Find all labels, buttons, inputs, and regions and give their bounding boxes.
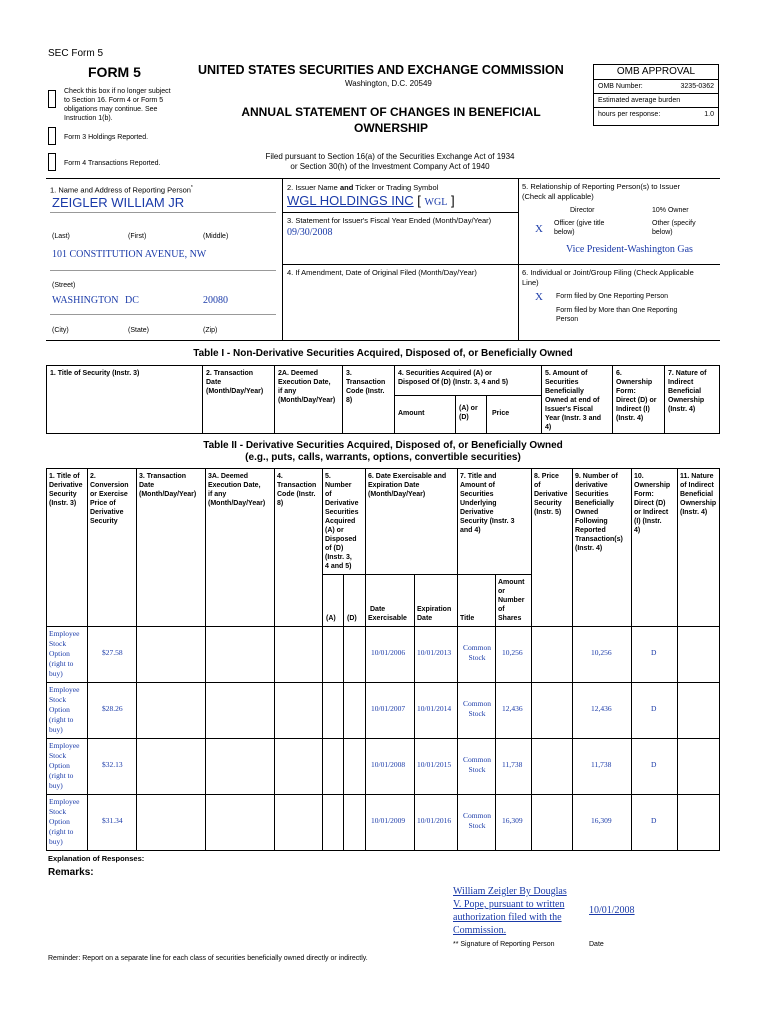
t1-h4-amount: Amount [398,410,425,417]
t2-sub-a: (A) [326,615,336,622]
box3-label: 3. Statement for Issuer's Fiscal Year Ended (Month/Day/Year) [287,216,492,225]
t1-h4-aod: (A) or (D) [459,405,478,421]
commission-address: Washington, D.C. 20549 [345,79,432,88]
last-label: (Last) [52,233,70,240]
t1-h2: 2. Transaction Date (Month/Day/Year) [206,370,264,395]
row-ownership-form: D [651,704,657,713]
t1-h2a: 2A. Deemed Execution Date, if any (Month/Day/Year) [278,370,336,404]
signature-label: ** Signature of Reporting Person [453,941,555,948]
t2-h7: 7. Title and Amount of Securities Underlying Derivative Security (Instr. 3 and 4) [460,473,515,534]
ticker-symbol: WGL [424,197,448,208]
row-expiration-date: 10/01/2016 [417,816,452,825]
t2-sub-d: (D) [347,615,357,622]
one-person-label: Form filed by One Reporting Person [556,293,669,300]
row-exercise-price: $32.13 [102,760,123,769]
row-underlying-shares: 10,256 [502,648,523,657]
city-label: (City) [52,327,69,334]
row-exercise-price: $28.26 [102,704,123,713]
row-underlying-title: Common Stock [463,811,491,830]
first-label: (First) [128,233,147,240]
t2-h8: 8. Price of Derivative Security (Instr. 5) [534,473,568,516]
omb-hours-value: 1.0 [704,111,714,118]
t2-h2: 2. Conversion or Exercise Price of Derivative Security [90,473,129,525]
row-owned-following: 16,309 [591,816,612,825]
row-date-exercisable: 10/01/2008 [371,760,406,769]
row-exercise-price: $27.58 [102,648,123,657]
reminder-text: Reminder: Report on a separate line for each class of securities beneficially owned directly or indirectly. [48,955,368,962]
issuer-link[interactable]: WGL HOLDINGS INC [287,193,414,208]
box1-label: 1. Name and Address of Reporting Person* [50,185,193,195]
street-value: 101 CONSTITUTION AVENUE, NW [52,249,207,260]
fiscal-year-end: 09/30/2008 [287,227,333,238]
more-persons-label: Form filed by More than One Reporting Person [556,307,678,323]
omb-number-value: 3235-0362 [680,83,714,90]
omb-hours-label: hours per response: [598,111,661,118]
t1-h5: 5. Amount of Securities Beneficially Owned at end of Issuer's Fiscal Year (Instr. 3 and 4) [545,370,602,431]
form4-label: Form 4 Transactions Reported. [64,160,161,167]
t2-h10: 10. Ownership Form: Direct (D) or Indirect (I) (Instr. 4) [634,473,671,534]
row-underlying-title: Common Stock [463,643,491,662]
row-underlying-shares: 16,309 [502,816,523,825]
middle-label: (Middle) [203,233,229,240]
t2-h11: 11. Nature of Indirect Beneficial Ownership (Instr. 4) [680,473,717,516]
t1-h6: 6. Ownership Form: Direct (D) or Indirect (I) (Instr. 4) [616,370,657,422]
row-owned-following: 11,738 [591,760,612,769]
ten-pct-owner-label: 10% Owner [652,207,689,214]
t2-h3a: 3A. Deemed Execution Date, if any (Month/Day/Year) [208,473,266,507]
officer-label: Officer (give title below) [554,220,605,236]
no-longer-subject-checkbox[interactable] [48,90,56,108]
filed-pursuant: Filed pursuant to Section 16(a) of the Securities Exchange Act of 1934 or Section 30(h) of the Investment Company Act of 1940 [265,152,515,171]
officer-title: Vice President-Washington Gas [566,244,693,255]
row-underlying-shares: 12,436 [502,704,523,713]
box5-label: 5. Relationship of Reporting Person(s) to Issuer (Check all applicable) [522,182,680,201]
t2-sub-amount: Amount or Number of Shares [498,579,525,622]
box2-label: 2. Issuer Name and Ticker or Trading Symbol [287,183,439,192]
row-security-title: Employee Stock Option (right to buy) [49,685,80,734]
issuer-name: WGL HOLDINGS INC [ WGL ] [287,193,455,208]
omb-burden-label: Estimated average burden [594,94,718,108]
form3-label: Form 3 Holdings Reported. [64,134,149,141]
state-label: (State) [128,327,150,334]
t2-h6: 6. Date Exercisable and Expiration Date (Month/Day/Year) [368,473,447,498]
t2-sub-title: Title [460,615,475,622]
t1-h4-price: Price [492,410,510,417]
t1-h4: 4. Securities Acquired (A) or Disposed Of (D) (Instr. 3, 4 and 5) [398,370,509,386]
row-date-exercisable: 10/01/2006 [371,648,406,657]
row-expiration-date: 10/01/2014 [417,704,452,713]
t2-sub-expiration: Expiration Date [417,606,452,622]
commission-title: UNITED STATES SECURITIES AND EXCHANGE COMMISSION [198,63,564,77]
row-date-exercisable: 10/01/2009 [371,816,406,825]
omb-title: OMB APPROVAL [594,65,718,80]
signature-date: 10/01/2008 [589,905,635,916]
t2-h5: 5. Number of Derivative Securities Acquired (A) or Disposed of (D) (Instr. 3, 4 and 5) [325,473,359,570]
row-expiration-date: 10/01/2013 [417,648,452,657]
director-label: Director [570,207,595,214]
t2-sub-date-exercisable: Date Exercisable [368,606,407,622]
form3-checkbox[interactable] [48,127,56,145]
t2-h4: 4. Transaction Code (Instr. 8) [277,473,317,507]
omb-number-label: OMB Number: [598,83,643,90]
t2-h3: 3. Transaction Date (Month/Day/Year) [139,473,197,498]
zip-value: 20080 [203,295,228,306]
t2-h1: 1. Title of Derivative Security (Instr. 3) [49,473,83,507]
box4-label: 4. If Amendment, Date of Original Filed (Month/Day/Year) [287,268,477,277]
statement-title: ANNUAL STATEMENT OF CHANGES IN BENEFICIAL OWNERSHIP [241,105,541,135]
row-ownership-form: D [651,760,657,769]
row-underlying-shares: 11,738 [502,760,523,769]
row-owned-following: 12,436 [591,704,612,713]
row-date-exercisable: 10/01/2007 [371,704,406,713]
officer-mark: X [535,223,543,235]
explanation-label: Explanation of Responses: [48,854,145,863]
form4-checkbox[interactable] [48,153,56,171]
reporting-person-name: ZEIGLER WILLIAM JR [52,195,185,210]
row-owned-following: 10,256 [591,648,612,657]
zip-label: (Zip) [203,327,218,334]
row-underlying-title: Common Stock [463,699,491,718]
row-ownership-form: D [651,816,657,825]
row-security-title: Employee Stock Option (right to buy) [49,797,80,846]
row-underlying-title: Common Stock [463,755,491,774]
sec-form-label: SEC Form 5 [48,48,104,59]
one-person-mark: X [535,291,543,303]
table1-title: Table I - Non-Derivative Securities Acquired, Disposed of, or Beneficially Owned [193,348,573,359]
date-label: Date [589,941,604,948]
no-longer-subject-text: Check this box if no longer subject to Section 16. Form 4 or Form 5 obligations may continue. See Instruction 1(b). [64,88,171,122]
t2-h9: 9. Number of derivative Securities Beneficially Owned Following Reported Transaction(s) (Instr. 4) [575,473,623,552]
row-security-title: Employee Stock Option (right to buy) [49,741,80,790]
t1-h3: 3. Transaction Code (Instr. 8) [346,370,386,404]
box6-label: 6. Individual or Joint/Group Filing (Check Applicable Line) [522,268,694,287]
city-value: WASHINGTON [52,295,119,306]
table2-title: Table II - Derivative Securities Acquired, Disposed of, or Beneficially Owned (e.g., puts, calls, warrants, options, convertible securities) [203,440,563,463]
omb-approval-box [593,64,719,126]
remarks-label: Remarks: [48,867,94,878]
t1-h7: 7. Nature of Indirect Beneficial Ownership (Instr. 4) [668,370,707,413]
other-label: Other (specify below) [652,220,696,236]
state-value: DC [125,295,139,306]
row-ownership-form: D [651,648,657,657]
t1-h1: 1. Title of Security (Instr. 3) [50,370,140,377]
street-label: (Street) [52,282,76,289]
form-title: FORM 5 [88,64,141,80]
signature-text: William Zeigler By Douglas V. Pope, pursuant to written authorization filed with the Commission. [453,886,567,936]
row-expiration-date: 10/01/2015 [417,760,452,769]
row-security-title: Employee Stock Option (right to buy) [49,629,80,678]
row-exercise-price: $31.34 [102,816,123,825]
